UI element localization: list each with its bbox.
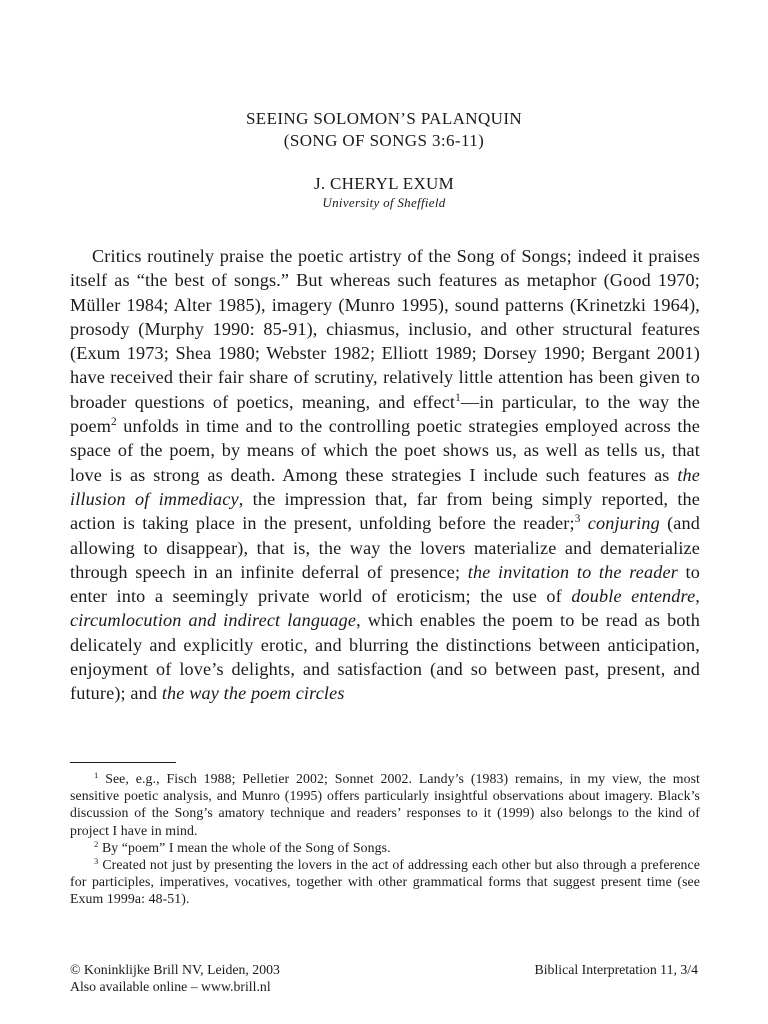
body-text: (and allowing to disappear), that is, the way the lovers materialize and dematerialize through speech in an infinite deferral of presence; — [70, 513, 700, 582]
author-affiliation: University of Sheffield — [322, 195, 446, 210]
footnote-number: 3 — [94, 855, 99, 866]
emphasis-text: the way the poem circles — [161, 683, 345, 704]
online-availability: Also available online – www.brill.nl — [70, 979, 271, 994]
footnote-text: By “poem” I mean the whole of the Song of Songs. — [101, 839, 391, 855]
author-name: J. CHERYL EXUM — [313, 174, 455, 193]
footnote — [70, 839, 700, 856]
body-text: , the impression that, far from being simply reported, the action is taking place in the present, unfolding before the reader; — [70, 488, 700, 534]
footnote-ref-3: 3 — [574, 513, 581, 526]
footnote-divider — [70, 762, 176, 763]
page-footer-left — [70, 961, 280, 995]
body-text: Critics routinely praise the poetic artistry of the Song of Songs; indeed it praises itself as “the best of songs.” But whereas such features as metaphor (Good 1970; Müller 1984; Alter 1985), imagery (Munro 1995), sound patterns (Krinetzki 1964), prosody (Murphy 1990: 85-91), chiasmus, inclusio, and other structural features (Exum 1973; Shea 1980; Webster 1982; Elliott 1989; Dorsey 1990; Bergant 2001) have received their fair share of scrutiny, relatively little attention has been given to broader questions of poetics, meaning, and effect — [70, 246, 700, 412]
copyright-notice: © Koninklijke Brill NV, Leiden, 2003 — [70, 962, 280, 977]
journal-citation: Biblical Interpretation 11, 3/4 — [534, 962, 698, 977]
article-title-line1: SEEING SOLOMON’S PALANQUIN — [245, 109, 523, 128]
footnote-text: See, e.g., Fisch 1988; Pelletier 2002; Sonnet 2002. Landy’s (1983) remains, in my view, the most sensitive poetic analysis, and Munro (1995) offers particularly insightful observations about imagery. Black’s discussion of the Song’s amatory technique and readers’ responses to it (1999) also belongs to the kind of project I have in mind. — [70, 771, 700, 838]
footnote-ref-1: 1 — [455, 392, 461, 405]
footnotes — [70, 770, 700, 908]
article-title-line2: (SONG OF SONGS 3:6-11) — [283, 131, 485, 150]
body-text: —in particular, to the way the poem — [70, 391, 700, 437]
footnote — [70, 770, 700, 839]
body-text — [581, 513, 588, 533]
emphasis-text: conjuring — [587, 513, 660, 534]
emphasis-text: the illusion of immediacy — [70, 464, 700, 509]
body-text: unfolds in time and to the controlling poetic strategies employed across the space of the poem, by means of which the poet shows us, as well as tells us, that love is as strong as death. Among these strategies I include such features as — [70, 416, 700, 485]
footnote-number: 1 — [94, 769, 99, 780]
body-text: to enter into a seemingly private world of eroticism; the use of — [70, 561, 700, 607]
footnote-number: 2 — [94, 838, 99, 849]
emphasis-text: the invitation to the reader — [467, 561, 678, 582]
footnote — [70, 856, 700, 908]
body-text: , which enables the poem to be read as both delicately and explicitly erotic, and blurring the distinctions between anticipation, enjoyment of love’s delights, and satisfaction (and so between past, present, and future); and — [70, 610, 701, 704]
footnote-ref-2: 2 — [111, 416, 117, 429]
emphasis-text: double entendre, circumlocution and indirect language — [70, 586, 700, 631]
body-paragraph — [70, 244, 700, 706]
footnote-text: Created not just by presenting the lovers in the act of addressing each other but also through a preference for participles, imperatives, vocatives, together with other grammatical forms that suggest present time (see Exum 1999a: 48-51). — [70, 857, 700, 907]
